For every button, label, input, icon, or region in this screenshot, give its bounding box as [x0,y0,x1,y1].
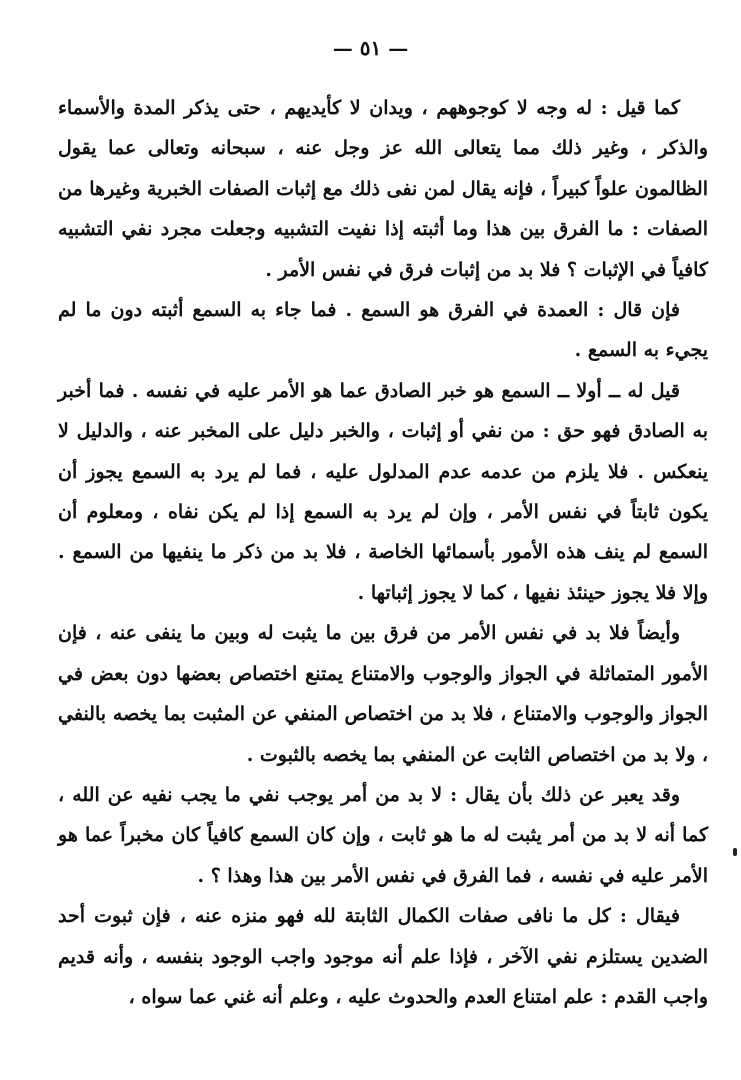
margin-mark [733,848,737,856]
body-text [58,88,708,1017]
paragraph-5: وقد يعبر عن ذلك بأن يقال : لا بد من أمر يوجب نفي ما يجب نفيه عن الله ، كما أنه لا بد من أمر يثبت له ما هو ثابت ، وإن كان السمع كافياً كان مخبراً عما هو الأمر عليه في نفسه ، فما الفرق في نفس الأمر بين هذا وهذا ؟ . [58,783,708,887]
paragraph-1: كما قيل : له وجه لا كوجوههم ، ويدان لا كأيديهم ، حتى يذكر المدة والأسماء والذكر ، وغير ذلك مما يتعالى الله عز وجل عنه ، سبحانه وتعالى عما يقول الظالمون علواً كبيراً ، فإنه يقال لمن نفى ذلك مع إثبات الصفات الخبرية وغيرها من الصفات : ما الفرق بين هذا وما أثبته إذا نفيت التشبيه وجعلت مجرد نفي التشبيه كافياً في الإثبات ؟ فلا بد من إثبات فرق في نفس الأمر . [58,97,708,281]
paragraph-6: فيقال : كل ما نافى صفات الكمال الثابتة لله فهو منزه عنه ، فإن ثبوت أحد الضدين يستلزم نفي الآخر ، فإذا علم أنه موجود واجب الوجود بنفسه ، وأنه قديم واجب القدم : علم امتناع العدم والحدوث عليه ، وعلم أنه غني عما سواه ، [58,905,708,1008]
paragraph-2: فإن قال : العمدة في الفرق هو السمع . فما جاء به السمع أثبته دون ما لم يجيء به السمع . [58,299,708,362]
paragraph-4: وأيضاً فلا بد في نفس الأمر من فرق بين ما يثبت له وبين ما ينفى عنه ، فإن الأمور المتماثلة في الجواز والوجوب والامتناع يمتنع اختصاص بعضها دون بعض في الجواز والوجوب والامتناع ، فلا بد من اختصاص المنفي عن المثبت بما يخصه بالنفي ، ولا بد من اختصاص الثابت عن المنفي بما يخصه بالثبوت . [58,622,708,766]
page-number: — ٥١ — [332,36,409,60]
paragraph-3: قيل له ــ أولا ــ السمع هو خبر الصادق عما هو الأمر عليه في نفسه . فما أخبر به الصادق فهو حق : من نفي أو إثبات ، والخبر دليل على المخبر عنه ، والدليل لا ينعكس . فلا يلزم من عدمه عدم المدلول عليه ، فما لم يرد به السمع يجوز أن يكون ثابتاً في نفس الأمر ، وإن لم يرد به السمع إذا لم يكن نفاه ، ومعلوم أن السمع لم ينف هذه الأمور بأسمائها الخاصة ، فلا بد من ذكر ما ينفيها من السمع . وإلا فلا يجوز حينئذ نفيها ، كما لا يجوز إثباتها . [58,379,708,604]
